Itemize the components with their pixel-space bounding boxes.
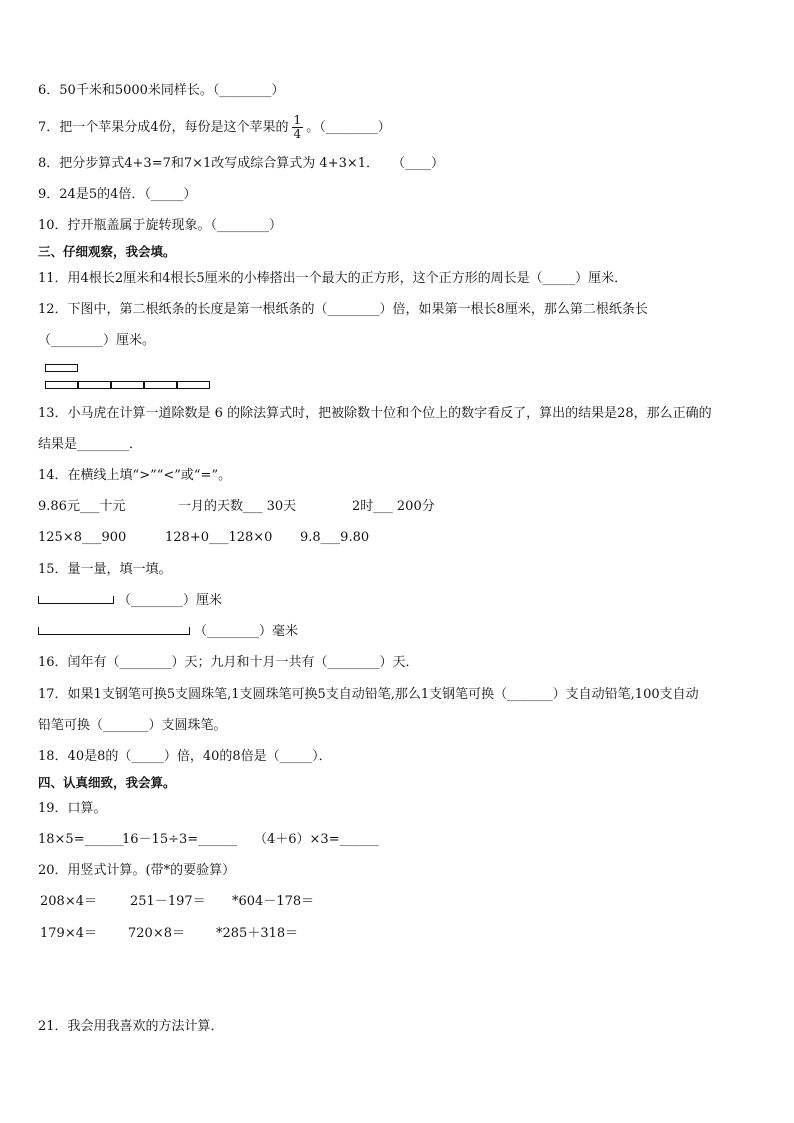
vertical-calc-item: *285＋318＝ bbox=[216, 926, 299, 941]
measure-segment-2 bbox=[38, 627, 190, 635]
question-10: 10．拧开瓶盖属于旋转现象。（________） bbox=[38, 218, 283, 233]
compare-item: 9.8___9.80 bbox=[300, 530, 370, 545]
question-11: 11．用4根长2厘米和4根长5厘米的小棒搭出一个最大的正方形，这个正方形的周长是（_____）厘米． bbox=[38, 271, 628, 286]
question-12-line-1: 12．下图中，第二根纸条的长度是第一根纸条的（________）倍，如果第一根长8厘米，那么第二根纸条长 bbox=[38, 302, 648, 317]
question-13-line-1: 13．小马虎在计算一道除数是 6 的除法算式时，把被除数十位和个位上的数字看反了，算出的结果是28，那么正确的 bbox=[38, 406, 712, 421]
strip-segment bbox=[177, 381, 210, 389]
compare-item: 9.86元___十元 bbox=[38, 499, 126, 514]
question-8: 8．把分步算式4+3=7和7×1改写成综合算式为 4+3×1． （____） bbox=[38, 156, 445, 171]
strip-segment bbox=[78, 381, 111, 389]
compare-item: 一月的天数___ 30天 bbox=[178, 499, 297, 514]
question-7-text: 7．把一个苹果分成4份，每份是这个苹果的 bbox=[38, 120, 289, 135]
section-3-heading: 三、仔细观察，我会填。 bbox=[38, 244, 176, 259]
fraction-one-quarter bbox=[292, 114, 304, 141]
question-13-line-2: 结果是________． bbox=[38, 437, 143, 452]
section-4-heading: 四、认真细致，我会算。 bbox=[38, 775, 176, 790]
fraction-numerator: 1 bbox=[293, 113, 302, 127]
question-7-blank: 。（________） bbox=[306, 120, 391, 135]
compare-item: 2时___ 200分 bbox=[352, 499, 435, 514]
mental-math-item: 18×5=______ bbox=[38, 832, 124, 847]
measure-answer-2: （________）毫米 bbox=[194, 624, 299, 639]
question-6: 6．50千米和5000米同样长。（________） bbox=[38, 83, 285, 98]
vertical-calc-item: 720×8＝ bbox=[128, 926, 185, 941]
strip-segment bbox=[144, 381, 177, 389]
question-17-line-2: 铅笔可换（_______）支圆珠笔。 bbox=[38, 718, 227, 733]
question-12-line-2: （________）厘米。 bbox=[38, 333, 156, 348]
question-7 bbox=[38, 108, 391, 148]
mental-math-item: 16－15÷3=______ bbox=[122, 832, 238, 847]
strip-segment bbox=[45, 381, 78, 389]
question-21: 21．我会用我喜欢的方法计算． bbox=[38, 1019, 224, 1034]
compare-item: 125×8___900 bbox=[38, 530, 127, 545]
question-14: 14．在横线上填“>”“<”或“=”。 bbox=[38, 468, 232, 483]
compare-item: 128+0___128×0 bbox=[165, 530, 273, 545]
first-paper-strip bbox=[45, 364, 78, 372]
measure-segment-1 bbox=[38, 596, 114, 604]
question-18: 18．40是8的（_____）倍，40的8倍是（_____）． bbox=[38, 749, 332, 764]
fraction-denominator: 4 bbox=[293, 127, 302, 141]
vertical-calc-item: *604－178＝ bbox=[232, 894, 315, 909]
question-20: 20．用竖式计算。(带*的要验算） bbox=[38, 863, 236, 878]
strip-segment bbox=[111, 381, 144, 389]
question-19: 19．口算。 bbox=[38, 801, 107, 816]
question-15: 15．量一量，填一填。 bbox=[38, 562, 172, 577]
mental-math-item: （4＋6）×3=______ bbox=[254, 832, 379, 847]
vertical-calc-item: 208×4＝ bbox=[40, 894, 97, 909]
question-9: 9．24是5的4倍．（_____） bbox=[38, 187, 197, 202]
measure-answer-1: （________）厘米 bbox=[118, 593, 223, 608]
question-16: 16．闰年有（________）天；九月和十月一共有（________）天． bbox=[38, 655, 419, 670]
vertical-calc-item: 251－197＝ bbox=[130, 894, 206, 909]
vertical-calc-item: 179×4＝ bbox=[40, 926, 97, 941]
question-17-line-1: 17．如果1支钢笔可换5支圆珠笔,1支圆珠笔可换5支自动铅笔,那么1支钢笔可换（_______）支自动铅笔,100支自动 bbox=[38, 687, 699, 702]
